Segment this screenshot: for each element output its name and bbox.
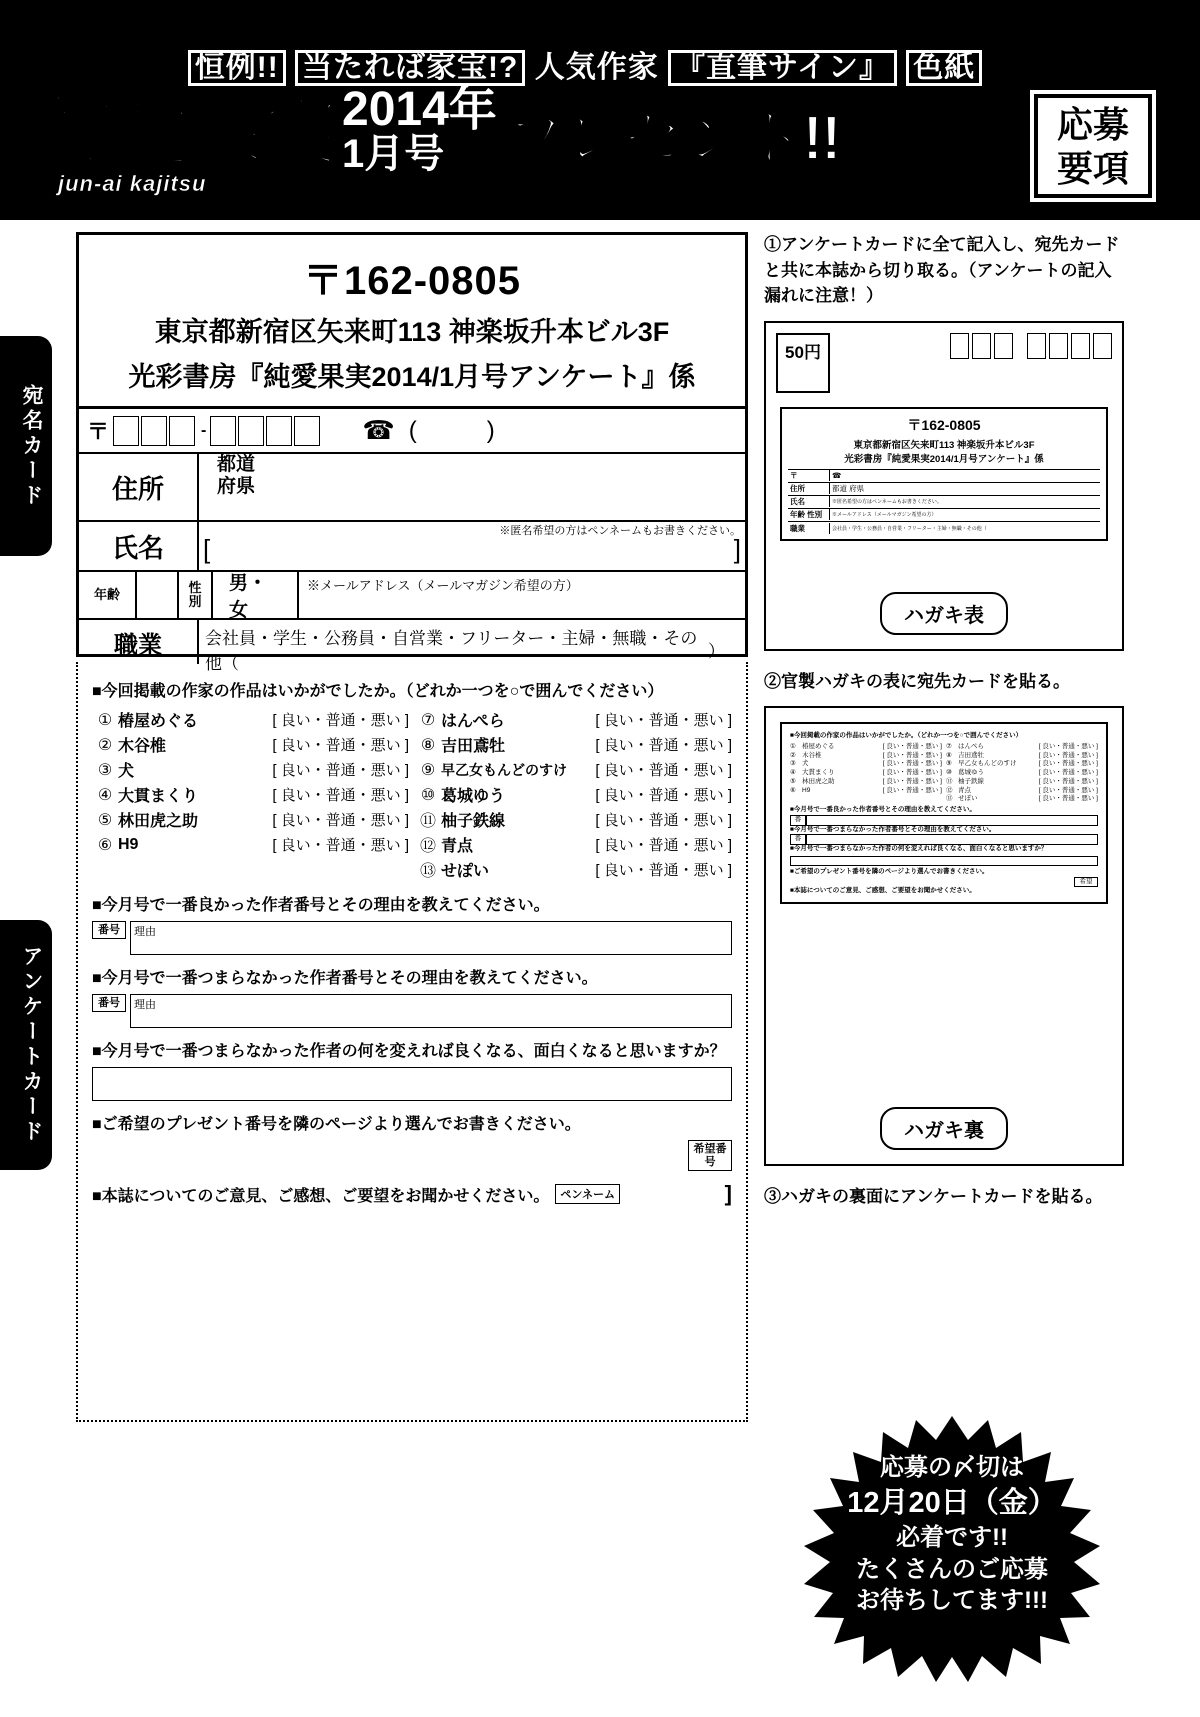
rating-scale[interactable]: [ 良い・普通・悪い ] [595,712,732,729]
author-number: ⑫ [419,838,436,855]
banner-sub-part-4: 『直筆サイン』 [668,50,897,86]
thumb-author-number: ② [790,751,796,759]
author-name: 柚子鉄線 [441,813,506,830]
thumb-question-1: ■今回掲載の作家の作品はいかがでしたか。（どれか一つを○で囲んでください） [790,732,1023,739]
deadline-line-1: 応募の〆切は [880,1454,1024,1481]
best-author-reason-input[interactable] [130,921,732,955]
zip-tel-row: 〒 - ☎ ( ) [79,409,745,454]
zip-digit-box-mini [994,333,1013,359]
rating-scale[interactable]: [ 良い・普通・悪い ] [595,862,732,879]
thumb-age-sex [788,509,830,520]
occupation-row [79,620,745,673]
instructions-column [764,232,1124,1210]
address-card-thumbnail [780,407,1108,541]
author-row[interactable] [92,832,409,857]
author-name: 葛城ゆう [441,788,506,805]
survey-block-6: ■本誌についてのご意見、ご感想、ご要望をお聞かせください。 ペンネーム ] [92,1181,732,1207]
anonymous-note: ※匿名希望の方はペンネームもお書きください。 [499,525,741,537]
zip-digit-box[interactable] [266,416,292,446]
author-name: 椿屋めぐる [118,713,199,730]
hagaki-front-diagram [764,321,1124,651]
rating-scale[interactable]: [ 良い・普通・悪い ] [272,762,409,779]
rating-scale[interactable]: [ 良い・普通・悪い ] [272,812,409,829]
thumb-author-number: ⑧ [946,751,952,759]
survey-block-2 [92,892,732,955]
thumb-num-box: 番 [790,815,806,826]
zip-digit-box[interactable] [169,416,195,446]
thumb-scale: [ 良い・普通・悪い ] [1038,742,1098,750]
thumb-author-name: 木谷椎 [802,751,822,759]
thumb-scale: [ 良い・普通・悪い ] [1038,795,1098,803]
header-banner [0,0,1200,214]
worst-author-number-input[interactable]: 番号 [92,994,126,1012]
reason-label: 理由 [134,926,156,938]
thumb-reason-box [806,834,1098,845]
author-name: せぽい [441,863,490,880]
author-name: 大貫まくり [118,788,199,805]
thumb-sex-label: 性別 [807,510,823,519]
thumb-postal-code: 〒162-0805 [907,416,981,433]
zip-digit-box-mini [1071,333,1090,359]
survey-card [76,662,748,1422]
age-input[interactable] [137,572,179,618]
sex-options[interactable]: 男・女 [229,573,268,621]
survey-block-3 [92,965,732,1028]
thumb-row-zip [788,470,1100,483]
thumb-author-number: ⑬ [946,795,953,803]
thumb-row-address [788,483,1100,496]
occupation-label: 職業 [114,631,162,659]
survey-question-6: ■本誌についてのご意見、ご感想、ご要望をお聞かせください。 [92,1187,550,1205]
thumb-author-name: 柚子鉄線 [958,777,984,785]
thumb-author-name: 吉田鳶牡 [958,751,984,759]
thumb-scale: [ 良い・普通・悪い ] [1038,777,1098,785]
name-label: 氏名 [111,532,164,563]
hagaki-back-diagram [764,706,1124,1166]
author-row[interactable] [92,707,409,732]
improvement-input[interactable] [92,1067,732,1101]
author-number: ② [97,736,113,754]
application-guidelines-badge [1034,94,1152,198]
author-name: 早乙女もんどのすけ [441,761,567,778]
thumb-scale: [ 良い・普通・悪い ] [882,760,942,768]
best-author-number-input[interactable]: 番号 [92,921,126,939]
worst-author-reason-input[interactable] [130,994,732,1028]
author-row[interactable] [92,807,409,832]
author-name: 吉田鳶牡 [441,738,506,755]
present-word: プレゼント!! [504,104,840,173]
author-number: ⑤ [97,811,113,829]
stamp-value: 50円 [785,342,821,362]
zip-digit-box[interactable] [294,416,320,446]
thumb-name-note: ※匿名希望の方はペンネームもお書きください。 [832,499,942,505]
step-2-text: ②官製ハガキの表に宛先カードを貼る。 [764,671,1070,691]
author-number: ⑦ [420,711,436,729]
thumb-author-name: はんぺら [958,742,984,750]
author-number: ③ [97,761,113,779]
banner-divider [0,214,1200,220]
telephone-icon: ☎ [362,415,395,445]
thumb-author-name: せぽい [958,795,978,803]
rating-scale[interactable]: [ 良い・普通・悪い ] [595,762,732,779]
banner-subtitle [60,42,1110,86]
author-number: ⑪ [419,813,436,830]
issue-month: 1月号 [342,131,445,176]
thumb-mail-note: ※メールアドレス（メールマガジン希望の方） [832,512,937,518]
author-name: 木谷椎 [118,738,167,755]
age-label: 年齢 [93,586,120,602]
thumb-question-4: ■今月号で一番つまらなかった作者の何を変えれば良くなる、面白くなると思いますか？ [790,845,1048,853]
thumb-author-name: 椿屋めぐる [802,742,835,750]
thumb-author-number: ① [790,742,796,750]
author-row[interactable] [415,757,732,782]
rating-scale[interactable]: [ 良い・普通・悪い ] [272,712,409,729]
author-row[interactable] [415,732,732,757]
deadline-burst [782,1414,1122,1704]
occupation-options[interactable]: 会社員・学生・公務員・自営業・フリーター・主婦・無職・その他（ ） [199,620,745,664]
thumb-fuken: 府県 [849,484,865,493]
thumb-author-name: H9 [802,786,811,794]
banner-sub-part-2: 当たれば家宝!? [295,50,525,86]
thumb-zip-mark: 〒 [788,470,830,481]
rating-scale[interactable]: [ 良い・普通・悪い ] [272,837,409,854]
address-line-2: 光彩書房『純愛果実2014/1月号アンケート』係 [128,362,696,392]
author-row[interactable] [415,807,732,832]
address-line-1: 東京都新宿区矢来町113 神楽坂升本ビル3F [154,317,670,347]
banner-sub-part-1: 恒例!! [188,50,286,86]
thumb-scale: [ 良い・普通・悪い ] [882,751,942,759]
banner-title-row [40,82,1160,196]
survey-question-1: ■今回掲載の作家の作品はいかがでしたか。（どれか一つを○で囲んでください） [92,683,664,700]
magazine-title-romaji: jun-ai kajitsu [58,170,207,196]
rating-scale[interactable]: [ 良い・普通・悪い ] [272,737,409,754]
thumb-occupation-values: 会社員・学生・公務員・自営業・フリーター・主婦・無職・その他（ [832,525,987,532]
deadline-line-5: お待ちしてます!!! [856,1587,1048,1615]
thumb-todou: 都道 [832,484,847,493]
thumb-author-number: ⑦ [946,742,952,750]
author-row[interactable] [415,832,732,857]
deadline-line-4: たくさんのご応募 [856,1555,1048,1583]
zip-mark: 〒 [87,419,110,444]
thumb-question-5: ■ご希望のプレゼント番号を隣のページより選んでお書きください。 [790,867,989,875]
thumb-reason-box [806,815,1098,826]
thumb-author-number: ⑨ [946,760,952,768]
banner-sub-part-3: 人気作家 [534,51,659,84]
rating-scale[interactable]: [ 良い・普通・悪い ] [595,837,732,854]
thumb-row-age [788,509,1100,522]
zip-digit-box-mini [950,333,969,359]
age-sex-mail-row [79,572,745,620]
zip-digit-box[interactable] [210,416,236,446]
thumb-row-name [788,496,1100,509]
address-label: 住所 [111,473,164,504]
thumb-name-label: 氏名 [788,496,830,507]
tab-survey-card: アンケートカード [0,920,52,1170]
deadline-text [782,1452,1122,1617]
author-row[interactable] [92,732,409,757]
thumb-scale: [ 良い・普通・悪い ] [1038,786,1098,794]
zip-digit-box-mini [972,333,991,359]
thumb-author-number: ⑪ [946,777,953,785]
thumb-author-number: ⑫ [946,786,953,794]
thumb-author-number: ⑩ [946,769,952,777]
author-row[interactable] [415,857,732,882]
zip-digit-box[interactable] [141,416,167,446]
thumb-kibou-box: 希望 [1074,877,1098,888]
author-number: ① [97,711,113,729]
apply-line-2: 要項 [1056,148,1129,189]
thumb-author-number: ⑤ [790,777,796,785]
thumb-author-name: 林田虎之助 [802,777,835,785]
desired-present-label: 希望番号 [693,1143,727,1168]
address-input-row [79,454,745,522]
thumb-scale: [ 良い・普通・悪い ] [1038,751,1098,759]
thumb-wide-box [790,856,1098,866]
zip-digit-box-mini [1093,333,1112,359]
address-card [76,232,748,673]
survey-block-5 [92,1111,732,1171]
zip-digit-box-mini [1049,333,1068,359]
thumb-address-label: 住所 [788,483,830,494]
zip-boxes-mini [950,333,1112,359]
thumb-todofuken [830,483,1100,494]
thumb-author-number: ③ [790,760,796,768]
address-input[interactable] [199,454,745,520]
magazine-title: 純愛果実 [40,89,336,175]
mail-note: ※メールアドレス（メールマガジン希望の方） [307,578,579,593]
magazine-title-group [40,89,336,196]
penname-input[interactable]: ペンネーム [555,1184,620,1204]
author-row[interactable] [415,782,732,807]
author-column-right [415,707,732,882]
stamp-icon [776,333,830,393]
thumb-question-6: ■本誌についてのご意見、ご感想、ご要望をお聞かせください。 [790,887,976,895]
thumb-tel-icon: ☎ [832,471,842,480]
survey-block-4 [92,1038,732,1101]
thumb-scale: [ 良い・普通・悪い ] [1038,769,1098,777]
author-column-left [92,707,409,882]
author-row[interactable] [92,757,409,782]
thumb-author-number: ④ [790,769,796,777]
deadline-line-3: 必着です!! [896,1523,1008,1551]
mail-input[interactable] [299,572,745,618]
issue-date [342,82,497,176]
thumb-author-name: 葛城ゆう [958,769,984,777]
rating-scale[interactable]: [ 良い・普通・悪い ] [272,787,409,804]
postal-code: 〒162-0805 [302,259,522,303]
thumb-author-name: 犬 [802,760,809,768]
author-number: ④ [97,786,113,804]
survey-question-3: ■今月号で一番つまらなかった作者番号とその理由を教えてください。 [92,970,598,987]
reason-label: 理由 [134,999,156,1011]
thumb-address-line-1: 東京都新宿区矢来町113 神楽坂升本ビル3F [853,439,1035,451]
author-name: H9 [118,835,139,853]
survey-card-thumbnail [780,722,1108,904]
author-row[interactable] [92,782,409,807]
name-input-row [79,522,745,572]
survey-question-5: ■ご希望のプレゼント番号を隣のページより選んでお書きください。 [92,1116,581,1133]
hagaki-back-label: ハガキ裏 [880,1107,1008,1150]
thumb-author-name: 大貫まくり [802,769,835,777]
thumb-author-name: 早乙女もんどのすけ [958,760,1017,768]
issue-year: 2014年 [342,82,497,136]
author-number: ⑥ [97,836,113,854]
thumb-question-3: ■今月号で一番つまらなかった作者番号とその理由を教えてください。 [790,825,996,833]
author-name: 青点 [441,838,474,855]
author-number: ⑧ [420,736,436,754]
author-rating-table [92,707,732,882]
tel-paren-close: ) [486,416,495,444]
thumb-occupation-label: 職業 [788,523,830,534]
author-number: ⑩ [420,786,436,804]
rating-scale[interactable]: [ 良い・普通・悪い ] [595,812,732,829]
thumb-age-label: 年齢 [790,510,805,519]
author-number: ⑨ [420,761,436,779]
thumb-num-box: 番 [790,834,806,845]
sex-label: 性別 [188,579,202,609]
thumb-scale: [ 良い・普通・悪い ] [882,777,942,785]
apply-line-1: 応募 [1056,104,1129,145]
zip-digit-box-mini [1027,333,1046,359]
occupation-values: 会社員・学生・公務員・自営業・フリーター・主婦・無職・その他（ [205,629,698,673]
author-number: ⑬ [419,863,436,880]
rating-scale[interactable]: [ 良い・普通・悪い ] [595,737,732,754]
hagaki-front-label: ハガキ表 [880,592,1008,635]
thumb-row-occupation [788,522,1100,535]
deadline-line-2: 12月20日（金） [847,1486,1057,1519]
thumb-scale: [ 良い・普通・悪い ] [882,786,942,794]
banner-sub-part-5: 色紙 [906,50,982,86]
author-name: はんぺら [441,713,505,730]
desired-present-number-input[interactable] [688,1140,732,1171]
rating-scale[interactable]: [ 良い・普通・悪い ] [595,787,732,804]
author-name: 犬 [118,763,135,780]
author-name: 林田虎之助 [118,813,199,830]
thumb-author-number: ⑥ [790,786,796,794]
tab-address-card: 宛名カード [0,336,52,556]
step-1-text: ①アンケートカードに全て記入し、宛先カードと共に本誌から切り取る。（アンケートの記入漏れに注意！） [764,235,1120,305]
thumb-question-2: ■今月号で一番良かった作者番号とその理由を教えてください。 [790,806,976,814]
thumb-scale: [ 良い・普通・悪い ] [1038,760,1098,768]
tel-paren-open: ( [408,416,417,444]
thumb-address-line-2: 光彩書房『純愛果実2014/1月号アンケート』係 [844,453,1044,465]
step-3-text: ③ハガキの裏面にアンケートカードを貼る。 [764,1187,1103,1206]
todou-label: 都道 [217,454,256,475]
survey-question-4: ■今月号で一番つまらなかった作者の何を変えれば良くなる、面白くなると思いますか？ [92,1043,726,1060]
author-row[interactable] [415,707,732,732]
zip-digit-box[interactable] [113,416,139,446]
thumb-scale: [ 良い・普通・悪い ] [882,742,942,750]
zip-digit-box[interactable] [238,416,264,446]
fuken-label: 府県 [217,475,256,497]
survey-question-2: ■今月号で一番良かった作者番号とその理由を教えてください。 [92,897,550,914]
thumb-scale: [ 良い・普通・悪い ] [882,769,942,777]
name-input[interactable]: ※匿名希望の方はペンネームもお書きください。 [ ] [199,522,745,570]
thumb-author-name: 青点 [958,786,971,794]
